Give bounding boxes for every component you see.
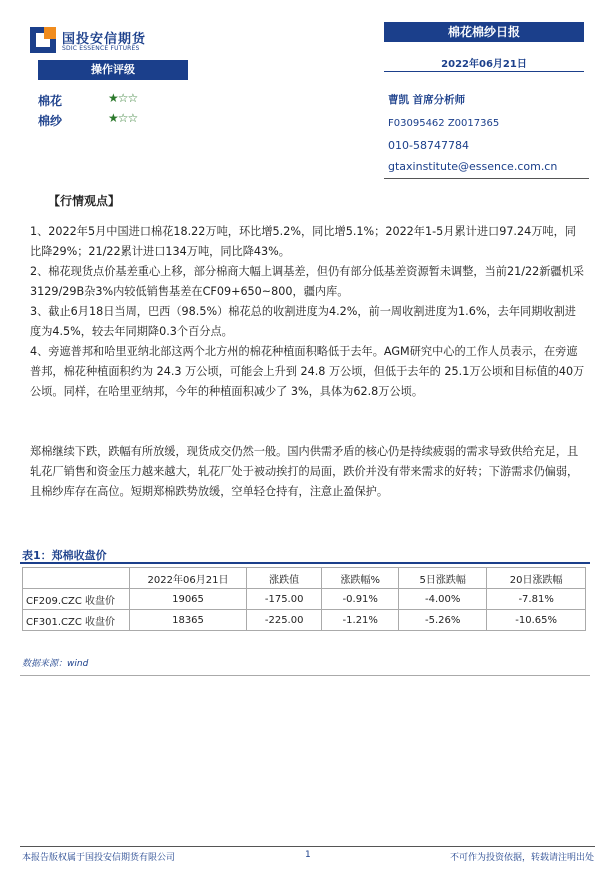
table-cell: 18365 (130, 610, 247, 631)
table-cell: -7.81% (487, 589, 586, 610)
analyst-cert: F03095462 Z0017365 (388, 118, 500, 129)
rating-row-cotton (38, 92, 198, 110)
section-title: 【行情观点】 (48, 194, 121, 208)
paragraph-2: 2、棉花现货点价基差重心上移，部分棉商大幅上调基差，但仍有部分低基差资源暂未调整，当前21/22新疆机采3129/29B杂3%内较低销售基差在CF09+650~800，疆内库。 (30, 265, 584, 298)
rating-stars-icon: ★☆☆ (108, 111, 138, 125)
footer-disclaimer: 不可作为投资依据，转载请注明出处 (450, 853, 595, 863)
table-header: 5日涨跌幅 (399, 568, 487, 589)
table-header-row (23, 568, 586, 589)
data-source: 数据来源：wind (22, 659, 89, 669)
analyst-name: 曹凯 首席分析师 (388, 94, 466, 106)
table-cell: 19065 (130, 589, 247, 610)
rating-row-yarn (38, 112, 198, 130)
rating-label: 棉花 (38, 94, 63, 108)
analyst-email[interactable]: gtaxinstitute@essence.com.cn (388, 160, 558, 173)
analyst-phone: 010-58747784 (388, 139, 469, 152)
table-cell: -5.26% (399, 610, 487, 631)
divider (384, 71, 584, 72)
paragraph-1: 1、2022年5月中国进口棉花18.22万吨，环比增5.2%，同比增5.1%；2022年1-5月累计进口97.24万吨，同比降29%；21/22累计进口134万吨，同比降43%。 (30, 225, 576, 258)
divider (20, 562, 590, 564)
report-title: 棉花棉纱日报 (384, 22, 584, 42)
table-cell: -225.00 (247, 610, 322, 631)
paragraph-4: 4、旁遮普邦和哈里亚纳北部这两个北方州的棉花种植面积略低于去年。AGM研究中心的工作人员表示，在旁遮普邦，棉花种植面积约为 24.3 万公顷，可能会上升到 24.8 万公顷，但低于去年的 25.1万公顷和目标值的40万公顷。同样，在哈里亚纳邦，今年的种植面积减少了 3%，具体为62.8万公顷。 (30, 345, 585, 398)
logo-text-en: SDIC ESSENCE FUTURES (62, 45, 140, 52)
paragraph-3: 3、截止6月18日当周，巴西（98.5%）棉花总的收割进度为4.2%，前一周收割进度为1.6%，去年同期收割进度为4.5%，较去年同期降0.3个百分点。 (30, 305, 576, 338)
price-table (22, 567, 586, 631)
table-cell: CF209.CZC 收盘价 (23, 589, 130, 610)
table-header: 涨跌值 (247, 568, 322, 589)
table-cell: -175.00 (247, 589, 322, 610)
summary-paragraph: 郑棉继续下跌，跌幅有所放缓，现货成交仍然一般。国内供需矛盾的核心仍是持续疲弱的需求导致供给充足，且轧花厂销售和资金压力越来越大，轧花厂处于被动挨打的局面，跌价并没有带来需求的好转；下游需求仍偏弱，且棉纱库存在高位。短期郑棉跌势放缓，空单轻仓持有，注意止盈保护。 (30, 445, 579, 498)
table-cell: -1.21% (322, 610, 399, 631)
table-cell: CF301.CZC 收盘价 (23, 610, 130, 631)
page-number: 1 (305, 850, 311, 860)
table-header: 20日涨跌幅 (487, 568, 586, 589)
table-cell: -4.00% (399, 589, 487, 610)
divider (384, 178, 589, 179)
logo-mark-icon (30, 27, 56, 53)
footer-copyright: 本报告版权属于国投安信期货有限公司 (22, 853, 176, 863)
table-cell: -10.65% (487, 610, 586, 631)
rating-label: 棉纱 (38, 114, 63, 128)
footer-divider (20, 846, 595, 847)
logo-text-cn: 国投安信期货 (62, 32, 147, 47)
company-logo (30, 27, 170, 55)
table-header: 涨跌幅% (322, 568, 399, 589)
rating-stars-icon: ★☆☆ (108, 91, 138, 105)
table-header: 2022年06月21日 (130, 568, 247, 589)
table-row (23, 589, 586, 610)
table-header (23, 568, 130, 589)
table-title: 表1：郑棉收盘价 (22, 549, 107, 562)
report-date: 2022年06月21日 (441, 59, 527, 70)
table-row (23, 610, 586, 631)
divider (20, 675, 590, 676)
table-cell: -0.91% (322, 589, 399, 610)
rating-title: 操作评级 (38, 60, 188, 80)
